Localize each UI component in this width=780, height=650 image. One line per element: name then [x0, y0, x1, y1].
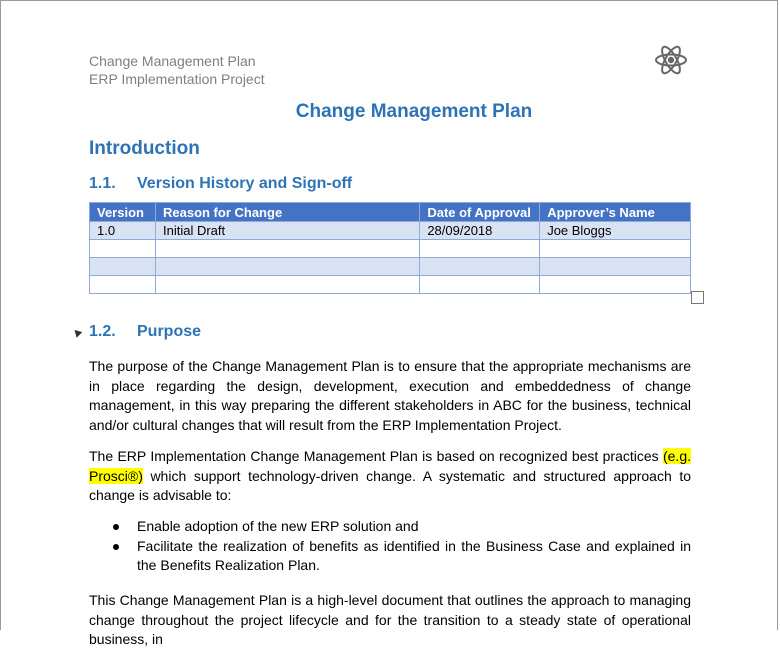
list-item[interactable] [89, 517, 691, 537]
table-cell[interactable] [420, 258, 540, 276]
table-cell[interactable] [540, 276, 691, 294]
section-number: 1.2. [89, 323, 116, 340]
table-cell[interactable]: 28/09/2018 [420, 222, 540, 240]
table-cell[interactable] [155, 240, 419, 258]
header-line-2: ERP Implementation Project [89, 71, 265, 87]
table-cell[interactable] [155, 276, 419, 294]
paragraph-text: The ERP Implementation Change Management Plan is based on recognized best practices [89, 448, 663, 464]
paragraph-best-practices[interactable] [89, 447, 691, 506]
highlighted-text: (e.g. Prosci®) [89, 448, 691, 484]
table-cell[interactable]: Initial Draft [155, 222, 419, 240]
list-item[interactable] [89, 537, 691, 576]
table-cell[interactable]: 1.0 [90, 222, 156, 240]
heading-introduction[interactable]: Introduction [89, 138, 200, 159]
list-item-text: Enable adoption of the new ERP solution and [137, 518, 419, 534]
table-header-cell[interactable]: Date of Approval [420, 203, 540, 222]
table-cell[interactable] [155, 258, 419, 276]
table-header-cell[interactable]: Reason for Change [155, 203, 419, 222]
table-row [90, 276, 691, 294]
paragraph-overview[interactable]: This Change Management Plan is a high-level document that outlines the approach to managing change throughout the project lifecycle and for the transition to a steady state of operational business, in [89, 592, 691, 647]
paragraph-purpose[interactable]: The purpose of the Change Management Plan is to ensure that the appropriate mechanisms are in place regarding the design, development, execution and embeddedness of change management, in this way preparing the different stakeholders in ABC for the business, technical and/or cultural changes that will result from the ERP Implementation Project. [89, 358, 691, 433]
table-header-cell[interactable]: Version [90, 203, 156, 222]
table-cell[interactable]: Joe Bloggs [540, 222, 691, 240]
table-cell[interactable] [420, 276, 540, 294]
document-title[interactable]: Change Management Plan [295, 101, 533, 122]
collapse-arrow-icon[interactable] [72, 327, 83, 338]
heading-purpose[interactable] [89, 323, 201, 341]
section-title: Version History and Sign-off [137, 175, 353, 192]
section-title: Purpose [137, 323, 202, 340]
table-header-cell[interactable]: Approver’s Name [540, 203, 691, 222]
list-item-text: Facilitate the realization of benefits as identified in the Business Case and explained in the Benefits Realization Plan. [137, 537, 691, 573]
bullet-list [89, 517, 691, 576]
bullet-icon [113, 544, 119, 550]
heading-version-history[interactable] [89, 175, 352, 193]
table-row [90, 240, 691, 258]
table-cell[interactable] [540, 240, 691, 258]
table-cell[interactable] [420, 240, 540, 258]
atom-icon [654, 43, 688, 77]
section-number: 1.1. [89, 175, 116, 192]
table-header-row [90, 203, 691, 222]
table-resize-handle[interactable] [691, 291, 704, 304]
version-history-table[interactable] [89, 202, 691, 294]
table-cell[interactable] [540, 258, 691, 276]
bullet-icon [113, 524, 119, 530]
table-cell[interactable] [90, 240, 156, 258]
table-row [90, 258, 691, 276]
table-cell[interactable] [90, 276, 156, 294]
table-row [90, 222, 691, 240]
table-cell[interactable] [90, 258, 156, 276]
paragraph-text: which support technology-driven change. A systematic and structured approach to change is advisable to: [89, 467, 691, 503]
header-line-1: Change Management Plan [89, 53, 256, 69]
